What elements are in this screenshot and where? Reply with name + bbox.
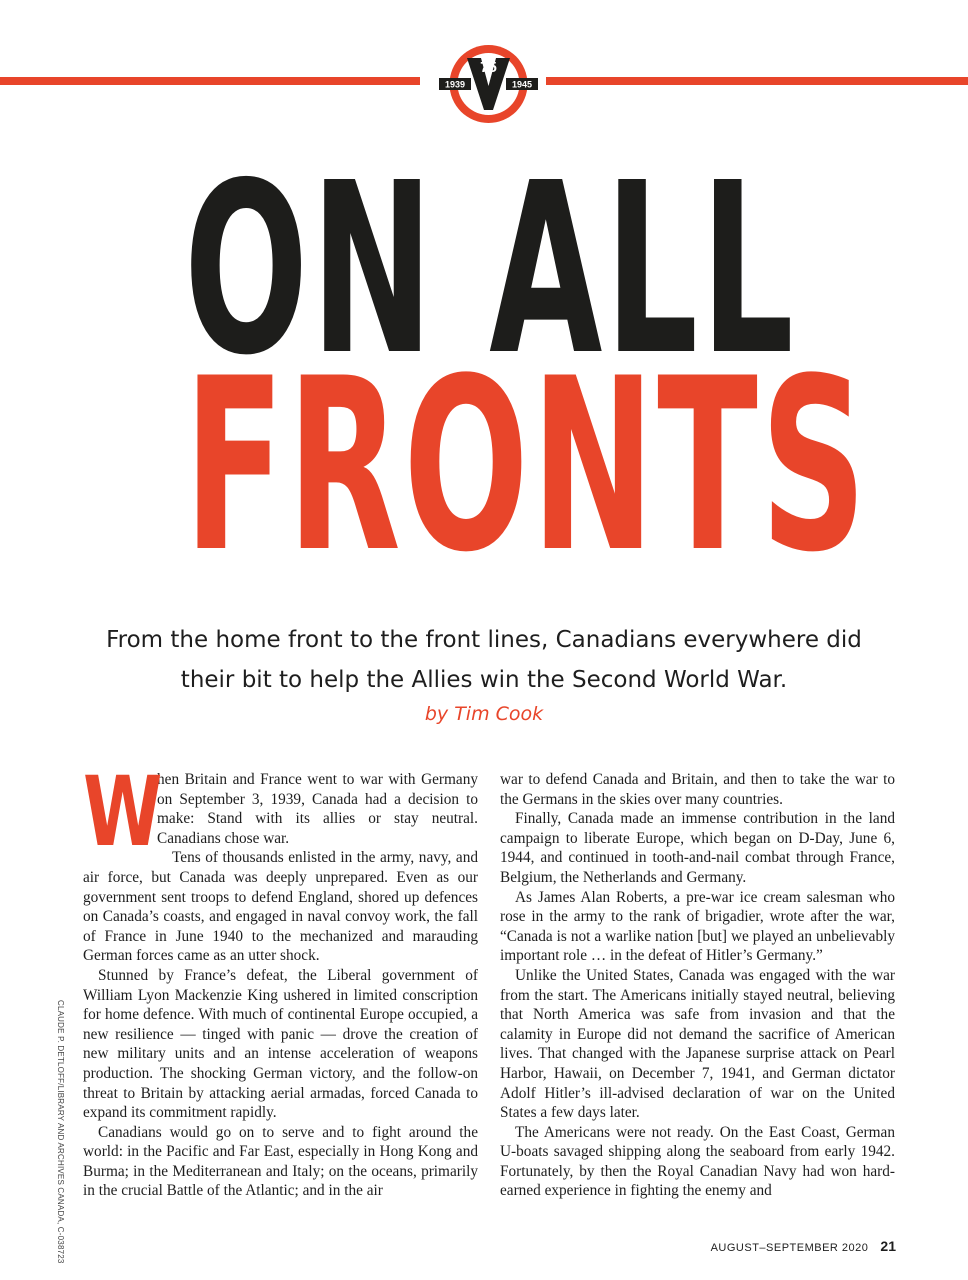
article-paragraph: war to defend Canada and Britain, and then to take the war to the Germans in the skies over many countries.: [500, 771, 895, 808]
photo-credit: CLAUDE P. DETLOFF/LIBRARY AND ARCHIVES CANADA, C-038723: [56, 1000, 65, 1264]
issue-date: AUGUST–SEPTEMBER 2020: [710, 1242, 869, 1254]
article-paragraph: As James Alan Roberts, a pre-war ice cream salesman who rose in the army to the rank of brigadier, wrote after the war, “Canada is not a warlike nation [but] we played an unbelievably important role … in the defeat of Hitler’s Germany.”: [500, 888, 895, 965]
article-column-left: [83, 756, 478, 1201]
article-paragraph: Tens of thousands enlisted in the army, navy, and air force, but Canada was deeply unprepared. Even as our government sent troops to defend England, shored up defences on Canada’s coasts, and engaged in naval convoy work, the fall of France in June 1940 to the mechanized and marauding German forces came as an utter shock.: [83, 849, 478, 965]
drop-cap: W: [83, 756, 163, 868]
article-column-right: [500, 770, 895, 1201]
header-rule-left: [0, 77, 420, 85]
badge-year-start: 1939: [444, 79, 466, 90]
badge-year-end: 1945: [511, 79, 533, 90]
headline-line-2: FRONTS: [183, 328, 870, 605]
page-number: 21: [880, 1238, 896, 1254]
article-paragraph: Canadians would go on to serve and to fight around the world: in the Pacific and Far East, especially in Hong Kong and Burma; in the Mediterranean and Italy; on the oceans, primarily in the crucial Battle of the Atlantic; and in the air: [83, 1123, 478, 1200]
article-paragraph: Finally, Canada made an immense contribution in the land campaign to liberate Europe, which began on D-Day, June 6, 1944, and continued in tooth-and-nail combat through France, Belgium, the Netherlands and Germany.: [500, 810, 895, 886]
article-paragraph: The Americans were not ready. On the East Coast, German U-boats savaged shipping along the seaboard from early 1942. Fortunately, by then the Royal Canadian Navy had won hard-earned experience in fighting the enemy and: [500, 1123, 895, 1200]
badge-number: 75: [480, 59, 497, 76]
article-paragraph: Stunned by France’s defeat, the Liberal government of William Lyon Mackenzie King ushered in limited conscription for home defence. With much of continental Europe occupied, a new resilience — tinged with panic — drove the creation of new military units and an intense acceleration of weapons production. The shocking German victory, and the follow-on threat to Britain by attacking aerial armadas, forced Canada to expand its commitment rapidly.: [83, 966, 478, 1122]
byline: by Tim Cook: [424, 703, 544, 725]
headline-line-1: ON ALL: [183, 132, 797, 407]
article-paragraph: W hen Britain and France went to war with Germany on September 3, 1939, Canada had a decision to make: Stand with its allies or stay neutral. Canadians chose war.: [83, 756, 478, 868]
article-paragraph: Unlike the United States, Canada was engaged with the war from the start. The Americans initially stayed neutral, believing that North America was safe from invasion and that the calamity in Europe did not demand the sacrifice of American lives. That changed with the Japanese surprise attack on Pearl Harbor, Hawaii, on December 7, 1941, and German dictator Adolf Hitler’s ill-advised declaration of war on the United States a few days later.: [500, 966, 895, 1122]
folio: [711, 1238, 896, 1254]
header-rule-right: [546, 77, 968, 85]
anniversary-badge: [437, 44, 540, 124]
deck-subtitle: From the home front to the front lines, Canadians everywhere did their bit to help the Allies win the Second World War.: [106, 627, 862, 693]
